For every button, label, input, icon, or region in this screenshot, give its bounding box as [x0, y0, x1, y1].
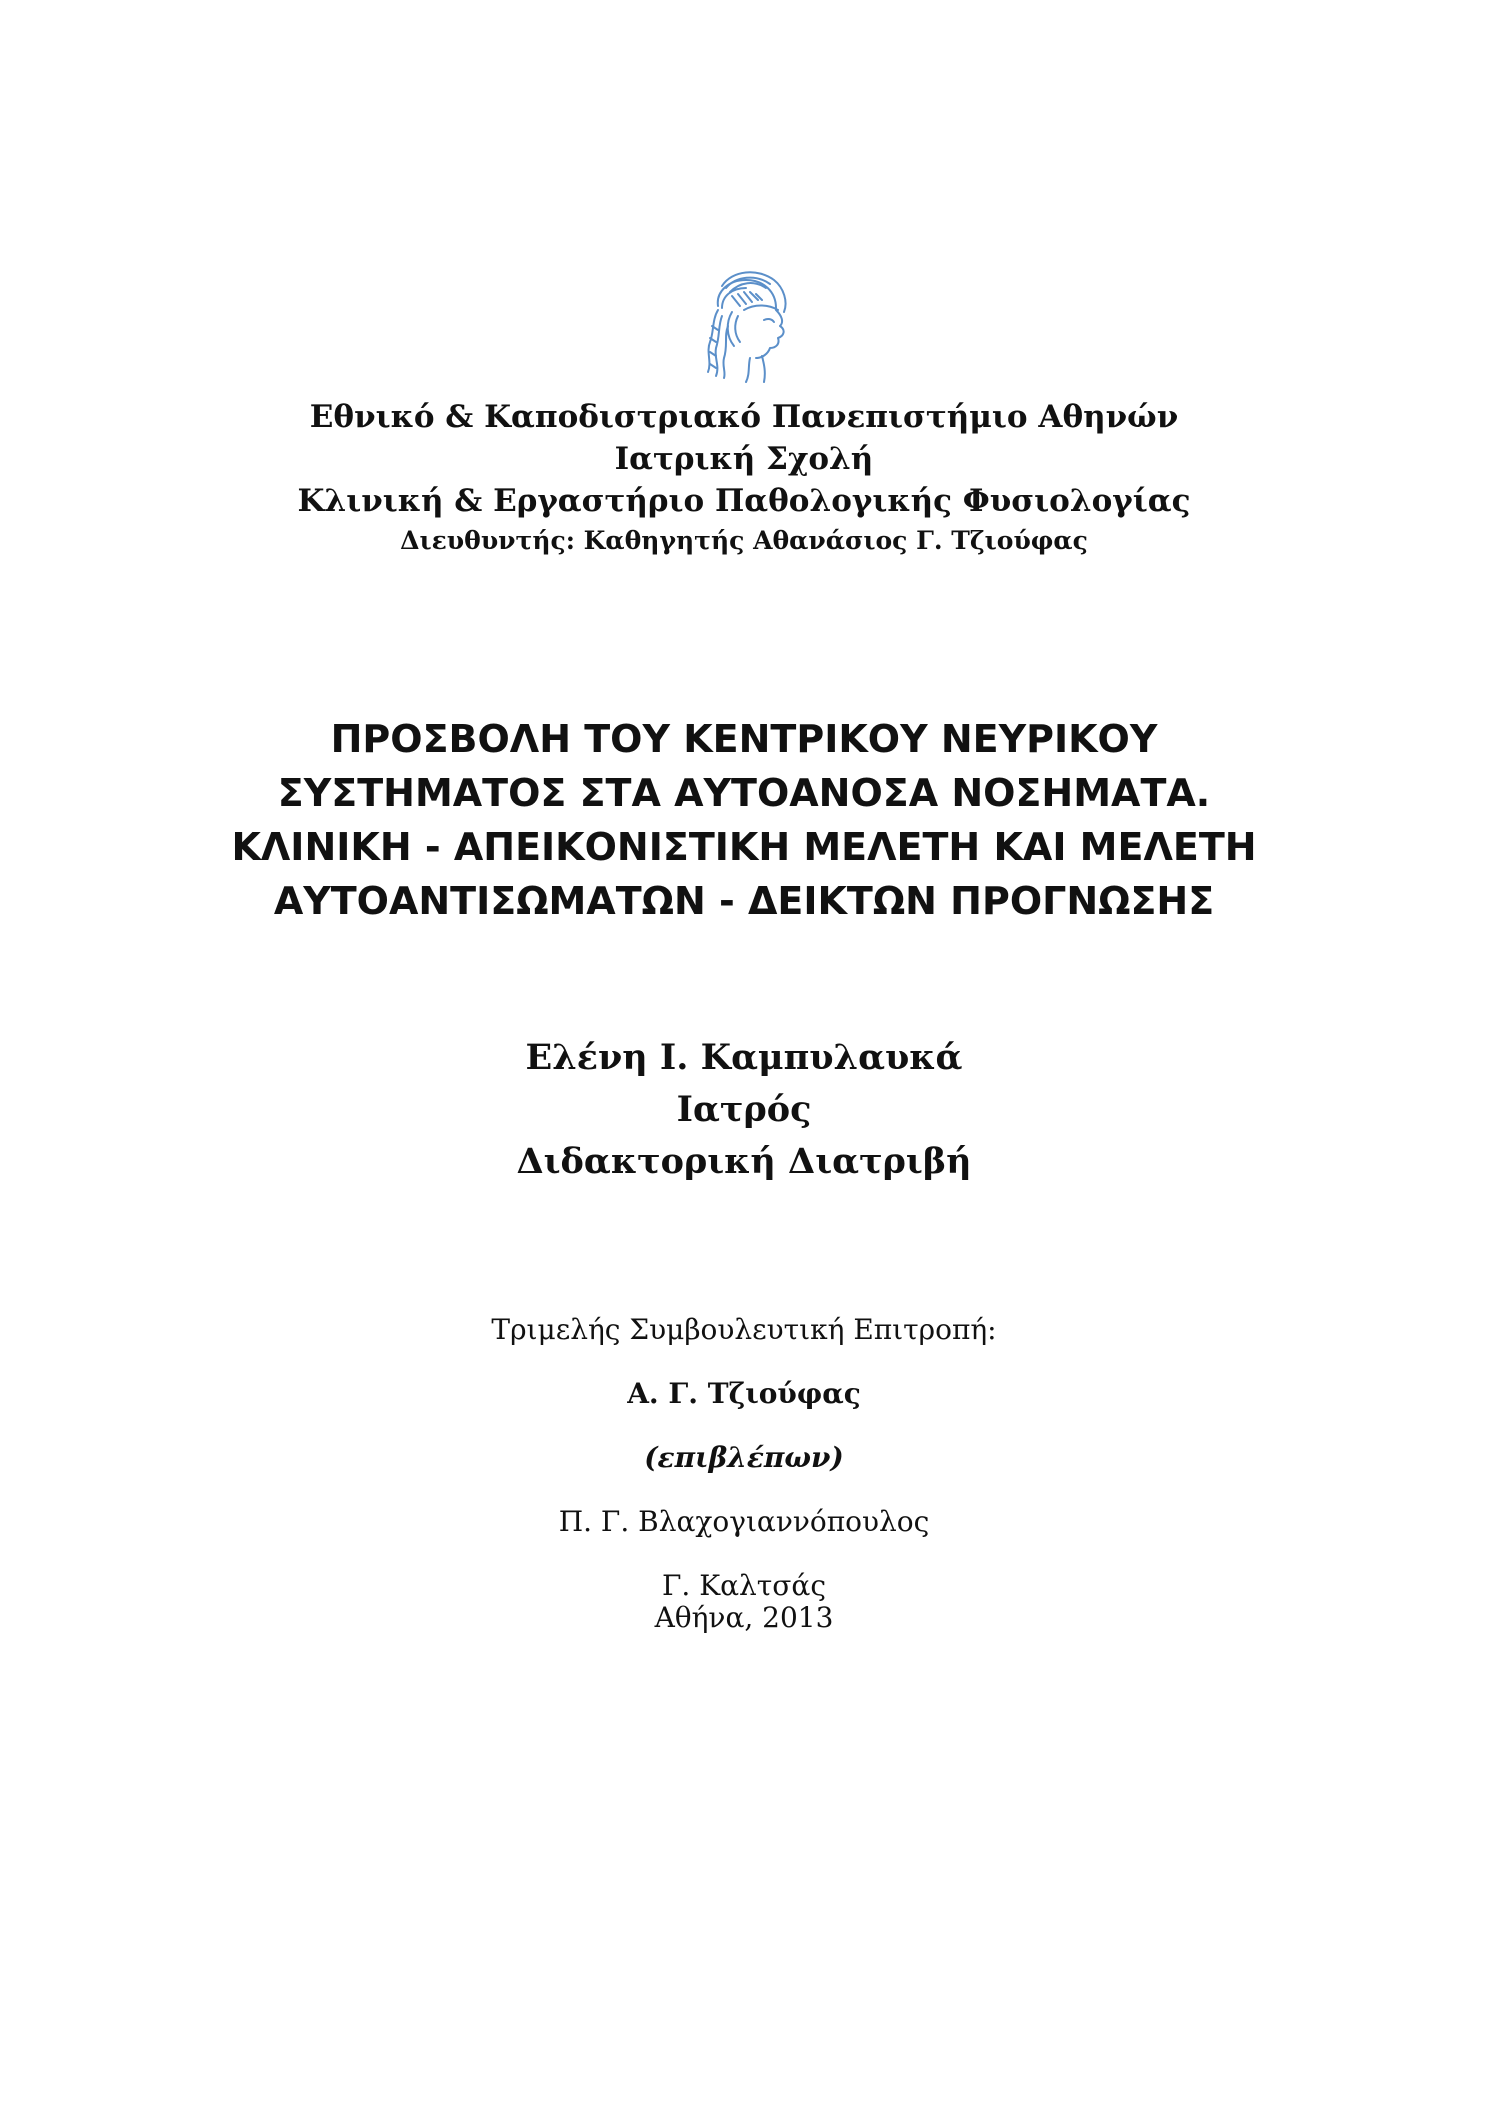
supervisor-name: Α. Γ. Τζιούφας	[627, 1377, 861, 1410]
thesis-title-line: ΑΥΤΟΑΝΤΙΣΩΜΑΤΩΝ - ΔΕΙΚΤΩΝ ΠΡΟΓΝΩΣΗΣ	[273, 879, 1215, 923]
institution-header	[0, 396, 1488, 560]
department-name: Κλινική & Εργαστήριο Παθολογικής Φυσιολογίας	[297, 483, 1191, 519]
school-name: Ιατρική Σχολή	[614, 441, 874, 477]
document-type: Διδακτορική Διατριβή	[516, 1141, 972, 1182]
university-name: Εθνικό & Καποδιστριακό Πανεπιστήμιο Αθηνών	[309, 399, 1179, 435]
thesis-title	[0, 712, 1488, 928]
thesis-title-line: ΣΥΣΤΗΜΑΤΟΣ ΣΤΑ ΑΥΤΟΑΝΟΣΑ ΝΟΣΗΜΑΤΑ.	[277, 771, 1211, 815]
place-date: Αθήνα, 2013	[654, 1601, 834, 1634]
committee-heading: Τριμελής Συμβουλευτική Επιτροπή:	[491, 1313, 997, 1346]
author-name: Ελένη Ι. Καμπυλαυκά	[525, 1037, 963, 1078]
author-profession: Ιατρός	[676, 1089, 812, 1130]
athena-head-logo-icon	[692, 266, 796, 384]
committee-supervisor	[0, 1362, 1488, 1490]
committee-member: Γ. Καλτσάς	[662, 1569, 826, 1602]
director-line: Διευθυντής: Καθηγητής Αθανάσιος Γ. Τζιούφας	[400, 526, 1088, 555]
committee-member: Π. Γ. Βλαχογιαννόπουλος	[558, 1505, 930, 1538]
thesis-title-line: ΚΛΙΝΙΚΗ - ΑΠΕΙΚΟΝΙΣΤΙΚΗ ΜΕΛΕΤΗ ΚΑΙ ΜΕΛΕΤΗ	[231, 825, 1257, 869]
advisory-committee	[0, 1298, 1488, 1618]
thesis-title-line: ΠΡΟΣΒΟΛΗ ΤΟΥ ΚΕΝΤΡΙΚΟΥ ΝΕΥΡΙΚΟΥ	[330, 717, 1158, 761]
supervisor-role: (επιβλέπων)	[644, 1441, 844, 1474]
author-block	[0, 1032, 1488, 1188]
